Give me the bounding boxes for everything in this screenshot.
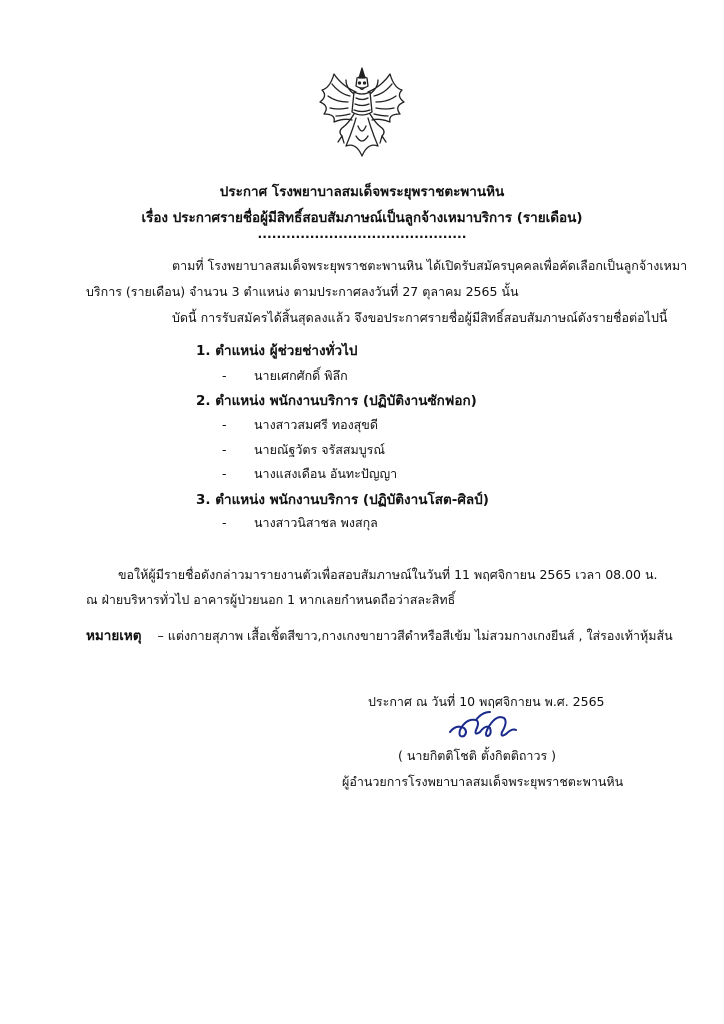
title-divider: ............................................ xyxy=(257,226,467,241)
candidate-item: - นางแสงเดือน อันทะปัญญา xyxy=(222,466,398,481)
position-heading: 2. ตำแหน่ง พนักงานบริการ (ปฏิบัติงานซักฟอก) xyxy=(196,393,477,409)
director-name: ( นายกิตติโชติ ตั้งกิตติถาวร ) xyxy=(398,748,557,763)
candidate-item: - นายเศกศักดิ์ พิลึก xyxy=(222,368,348,383)
candidate-item: - นางสาวสมศรี ทองสุขดี xyxy=(222,417,378,432)
intro-paragraph-line1: ตามที่ โรงพยาบาลสมเด็จพระยุพราชตะพานหิน ได้เปิดรับสมัครบุคคลเพื่อคัดเลือกเป็นลูกจ้างเหมา xyxy=(172,258,688,273)
director-title: ผู้อำนวยการโรงพยาบาลสมเด็จพระยุพราชตะพานหิน xyxy=(342,774,624,789)
remark-label: หมายเหตุ xyxy=(86,628,142,644)
position-heading: 3. ตำแหน่ง พนักงานบริการ (ปฏิบัติงานโสต-ศิลป์) xyxy=(196,492,489,508)
remark-text: – แต่งกายสุภาพ เสื้อเชิ้ตสีขาว,กางเกงขายาวสีดำหรือสีเข้ม ไม่สวมกางเกงยีนส์ , ใส่รองเท้าหุ้มส้น xyxy=(157,628,673,643)
garuda-emblem-icon xyxy=(312,66,412,162)
candidate-item: - นางสาวนิสาชล พงสกุล xyxy=(222,515,378,530)
announcement-date: ประกาศ ณ วันที่ 10 พฤศจิกายน พ.ศ. 2565 xyxy=(368,694,605,709)
interview-notice-line2: ณ ฝ่ายบริหารทั่วไป อาคารผู้ป่วยนอก 1 หากเลยกำหนดถือว่าสละสิทธิ์ xyxy=(86,592,456,607)
intro-paragraph-2: บัดนี้ การรับสมัครได้สิ้นสุดลงแล้ว จึงขอประกาศรายชื่อผู้มีสิทธิ์สอบสัมภาษณ์ดังรายชื่อต่อไปนี้ xyxy=(172,310,668,325)
announcement-subject: เรื่อง ประกาศรายชื่อผู้มีสิทธิ์สอบสัมภาษณ์เป็นลูกจ้างเหมาบริการ (รายเดือน) xyxy=(141,210,583,226)
intro-paragraph-line2: บริการ (รายเดือน) จำนวน 3 ตำแหน่ง ตามประกาศลงวันที่ 27 ตุลาคม 2565 นั้น xyxy=(86,284,519,299)
remark xyxy=(86,624,673,646)
signature-icon xyxy=(446,706,526,742)
position-heading: 1. ตำแหน่ง ผู้ช่วยช่างทั่วไป xyxy=(196,343,358,359)
interview-notice-line1: ขอให้ผู้มีรายชื่อดังกล่าวมารายงานตัวเพื่อสอบสัมภาษณ์ในวันที่ 11 พฤศจิกายน 2565 เวลา 08.00 น. xyxy=(118,567,658,582)
announcement-title: ประกาศ โรงพยาบาลสมเด็จพระยุพราชตะพานหิน xyxy=(219,184,505,200)
candidate-item: - นายณัฐวัตร จรัสสมบูรณ์ xyxy=(222,442,385,457)
